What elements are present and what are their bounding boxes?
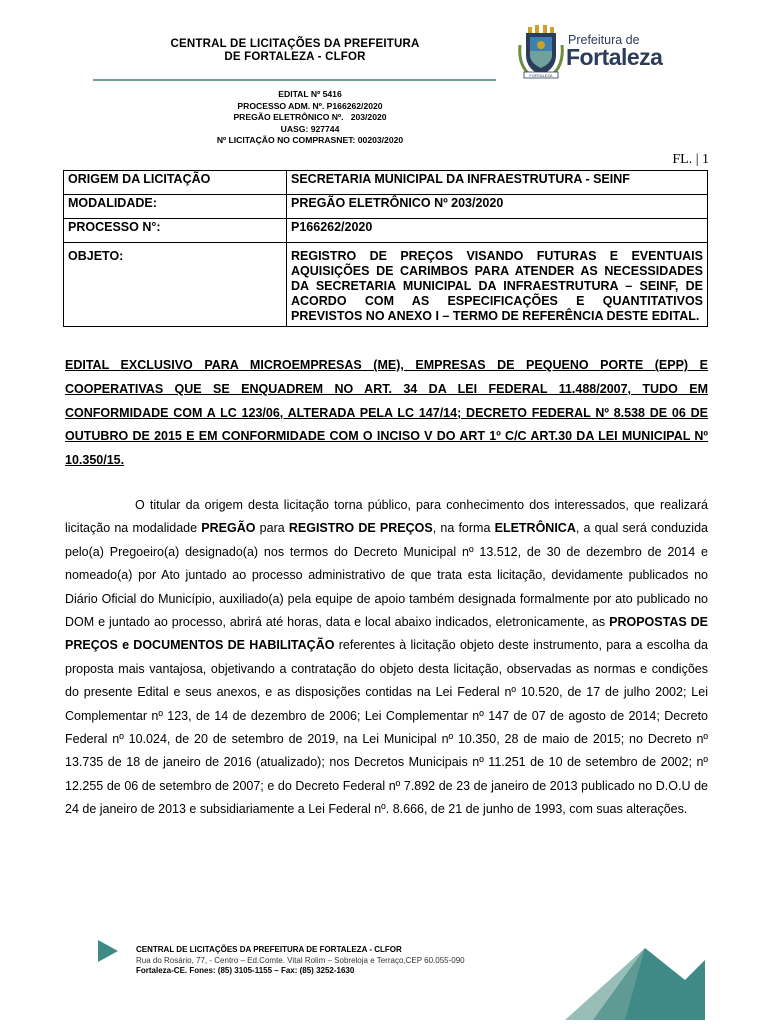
para-bold: REGISTRO DE PREÇOS <box>288 521 433 536</box>
footer-arrow-icon <box>98 940 118 962</box>
table-row <box>64 171 708 195</box>
table-cell-label: OBJETO: <box>64 243 287 327</box>
table-cell-label: MODALIDADE: <box>64 195 287 219</box>
header-title-line1: CENTRAL DE LICITAÇÕES DA PREFEITURA <box>170 38 420 50</box>
seal-label: FORTALEZA <box>529 73 553 78</box>
header-divider <box>93 79 496 81</box>
para-text: para <box>255 521 289 536</box>
table-cell-label: ORIGEM DA LICITAÇÃO <box>64 171 287 195</box>
para-text: , a qual será conduzida pelo(a) Pregoeiro(a) designado(a) nos termos do Decreto Municipal nº 13.512, de 30 de dezembro de 2014 e nomeado(a) por Ato juntado ao processo administrativo de que trata esta licitação, devidamente publicados no Diário Oficial do Município, auxiliado(a) pela equipe de apoio também designada formalmente por ato publicado no DOM e juntado ao processo, abrirá até horas, data e local abaixo indicados, eletronicamente, as <box>65 521 708 630</box>
table-cell-label: PROCESSO N°: <box>64 219 287 243</box>
para-text: referentes à licitação objeto deste instrumento, para a escolha da proposta mais vantajosa, objetivando a contratação do objeto desta licitação, observadas as normas e condições do presente Edital e seus anexos, e as disposições contidas na Lei Federal nº 10.520, de 17 de julho 2002; Lei Complementar nº 123, de 14 de dezembro de 2006; Lei Complementar nº 147 de 07 de agosto de 2014; Decreto Federal nº 10.024, de 20 de setembro de 2019, na Lei Municipal nº 10.350, 28 de maio de 2015; no Decreto nº 13.735 de 18 de janeiro de 2016 (atualizado); nos Decretos Municipais nº 11.251 de 10 de setembro de 2002; nº 12.255 de 06 de setembro de 2007; e do Decreto Federal nº 7.892 de 23 de janeiro de 2013 publicado no D.O.U de 24 de janeiro de 2013 e subsidiariamente a Lei Federal nº. 8.666, de 21 de junho de 1993, com suas alterações. <box>65 638 708 817</box>
footer-org: CENTRAL DE LICITAÇÕES DA PREFEITURA DE FORTALEZA - CLFOR <box>136 945 402 954</box>
table-cell-value: REGISTRO DE PREÇOS VISANDO FUTURAS E EVENTUAIS AQUISIÇÕES DE CARIMBOS PARA ATENDER AS NECESSIDADES DA SECRETARIA MUNICIPAL DA INFRAESTRUTURA – SEINF, DE ACORDO COM AS ESPECIFICAÇÕES E QUANTITATIVOS PREVISTOS NO ANEXO I – TERMO DE REFERÊNCIA DESTE EDITAL. <box>287 243 708 327</box>
city-seal-icon <box>518 25 564 80</box>
para-text: , na forma <box>432 521 495 536</box>
table-cell-value: PREGÃO ELETRÔNICO Nº 203/2020 <box>287 195 708 219</box>
logo-prefix-text: Prefeitura de <box>568 33 640 47</box>
intro-paragraph <box>65 494 708 822</box>
para-text: O titular da origem desta licitação torna público, para conhecimento dos interessados, que realizará licitação na modalidade <box>65 498 708 536</box>
edital-info <box>150 89 470 147</box>
processo-adm: PROCESSO ADM. Nº. P166262/2020 <box>237 100 383 111</box>
table-cell-value: P166262/2020 <box>287 219 708 243</box>
logo-city-text: Fortaleza <box>566 44 663 70</box>
footer-contacts: Fortaleza-CE. Fones: (85) 3105-1155 – Fax: (85) 3252-1630 <box>136 966 355 975</box>
edital-number: EDITAL Nº 5416 <box>278 89 342 99</box>
header-title-line2: DE FORTALEZA - CLFOR <box>224 51 366 63</box>
table-row <box>64 243 708 327</box>
footer-street: Rua do Rosário, 77, - Centro – Ed.Comte. Vital Rolim – Sobreloja e Terraço,CEP 60.055-090 <box>136 955 465 965</box>
comprasnet-number: Nº LICITAÇÃO NO COMPRASNET: 00203/2020 <box>216 135 404 145</box>
uasg: UASG: 927744 <box>280 123 340 134</box>
exclusive-notice: EDITAL EXCLUSIVO PARA MICROEMPRESAS (ME), EMPRESAS DE PEQUENO PORTE (EPP) E COOPERATIVAS QUE SE ENQUADREM NO ART. 34 DA LEI FEDERAL 11.488/2007, TUDO EM CONFORMIDADE COM A LC 123/06, ALTERADA PELA LC 147/14; DECRETO FEDERAL Nº 8.538 DE 06 DE OUTUBRO DE 2015 E EM CONFORMIDADE COM O INCISO V DO ART 1º C/C ART.30 DA LEI MUNICIPAL Nº 10.350/15. <box>65 358 708 468</box>
info-table <box>63 170 708 327</box>
para-bold: PROPOSTAS DE PREÇOS e DOCUMENTOS DE HABILITAÇÃO <box>65 615 708 653</box>
table-row <box>64 195 708 219</box>
pregao-eletronico: PREGÃO ELETRÔNICO Nº. 203/2020 <box>233 112 387 122</box>
table-row <box>64 219 708 243</box>
footer-address <box>136 945 556 977</box>
page-number: FL. | 1 <box>672 152 709 167</box>
header-title <box>120 38 470 64</box>
para-bold: PREGÃO <box>201 521 256 536</box>
table-cell-value: SECRETARIA MUNICIPAL DA INFRAESTRUTURA - SEINF <box>287 171 708 195</box>
para-bold: ELETRÔNICA <box>494 521 576 536</box>
footer-decoration <box>565 920 705 1020</box>
